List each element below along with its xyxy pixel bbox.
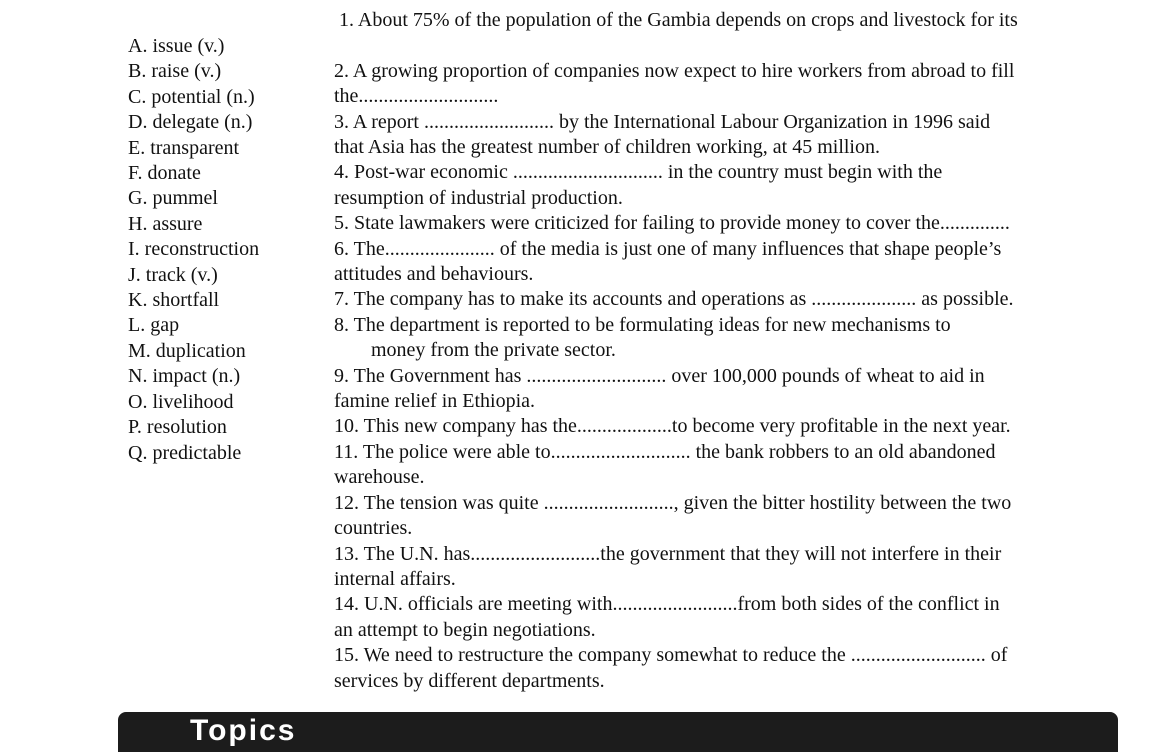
word-option: D. delegate (n.)	[128, 111, 253, 134]
sentence-10: 10. This new company has the...................to become very profitable in the next year.	[334, 415, 1011, 438]
word-option: P. resolution	[128, 416, 227, 439]
sentence-2-continued: the............................	[334, 85, 499, 108]
word-option: K. shortfall	[128, 289, 220, 312]
word-option: L. gap	[128, 314, 180, 337]
sentence-11: 11. The police were able to............................ the bank robbers to an old abandoned	[334, 440, 996, 463]
sentence-6: 6. The...................... of the media is just one of many influences that shape people’s	[334, 237, 1002, 260]
word-bank	[128, 34, 259, 466]
word-option: H. assure	[128, 212, 203, 235]
word-option: Q. predictable	[128, 441, 242, 464]
word-option: G. pummel	[128, 187, 218, 210]
blank-line-spacer	[334, 33, 1104, 58]
word-option: E. transparent	[128, 136, 240, 159]
word-option: C. potential (n.)	[128, 85, 255, 108]
word-option: A. issue (v.)	[128, 35, 225, 57]
sentence-12-continued: countries.	[334, 517, 413, 540]
word-option: F. donate	[128, 162, 201, 185]
sentence-3: 3. A report .......................... by the International Labour Organization in 1996 said	[334, 110, 991, 133]
word-option: M. duplication	[128, 339, 246, 362]
sentence-14: 14. U.N. officials are meeting with.........................from both sides of the conflict in	[334, 593, 1000, 616]
sentence-15-continued: services by different departments.	[334, 669, 605, 692]
sentence-15: 15. We need to restructure the company somewhat to reduce the ........................... of	[334, 644, 1008, 667]
section-banner-title: Topics	[190, 714, 297, 747]
sentence-14-continued: an attempt to begin negotiations.	[334, 618, 596, 641]
word-option: B. raise (v.)	[128, 60, 222, 83]
sentence-13-continued: internal affairs.	[334, 567, 456, 590]
sentence-6-continued: attitudes and behaviours.	[334, 263, 534, 286]
sentence-4: 4. Post-war economic .............................. in the country must begin with the	[334, 161, 943, 184]
exercise-sentences	[334, 8, 1104, 694]
sentence-11-continued: warehouse.	[334, 466, 425, 489]
word-option: J. track (v.)	[128, 263, 218, 286]
sentence-7: 7. The company has to make its accounts and operations as ..................... as possible.	[334, 288, 1014, 311]
sentence-2: 2. A growing proportion of companies now expect to hire workers from abroad to fill	[334, 59, 1015, 82]
sentence-1: 1. About 75% of the population of the Gambia depends on crops and livestock for its	[339, 9, 1018, 31]
sentence-3-continued: that Asia has the greatest number of children working, at 45 million.	[334, 136, 880, 159]
word-option: N. impact (n.)	[128, 365, 241, 388]
sentence-8-continued: money from the private sector.	[371, 339, 616, 362]
sentence-5: 5. State lawmakers were criticized for failing to provide money to cover the..............	[334, 212, 1010, 235]
sentence-4-continued: resumption of industrial production.	[334, 186, 623, 209]
sentence-8: 8. The department is reported to be formulating ideas for new mechanisms to	[334, 313, 951, 336]
word-option: I. reconstruction	[128, 238, 260, 261]
sentence-9-continued: famine relief in Ethiopia.	[334, 390, 536, 413]
sentence-9: 9. The Government has ............................ over 100,000 pounds of wheat to aid in	[334, 364, 985, 387]
sentence-12: 12. The tension was quite .........................., given the bitter hostility between the two	[334, 491, 1012, 514]
word-option: O. livelihood	[128, 390, 234, 413]
sentence-13: 13. The U.N. has..........................the government that they will not interfere in their	[334, 542, 1002, 565]
